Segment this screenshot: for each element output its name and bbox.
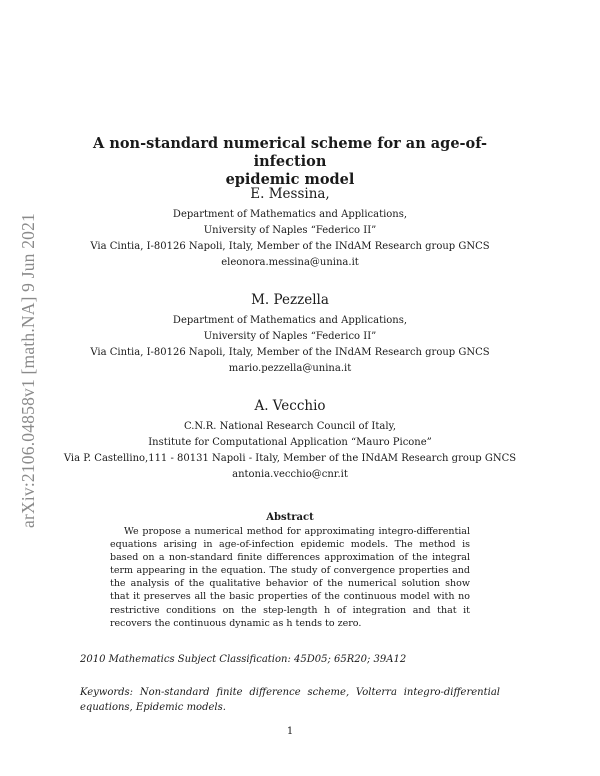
author-address: Via Cintia, I-80126 Napoli, Italy, Member of the INdAM Research group GNCS	[90, 241, 490, 252]
author-university: University of Naples “Federico II”	[203, 331, 377, 342]
author-university: University of Naples “Federico II”	[203, 225, 377, 236]
author-address: Via P. Castellino,111 - 80131 Napoli - Italy, Member of the INdAM Research group GNCS	[63, 453, 517, 464]
author-name: M. Pezzella	[251, 292, 329, 308]
author-department: C.N.R. National Research Council of Italy,	[183, 421, 397, 432]
author-block-3	[40, 397, 540, 483]
author-name: A. Vecchio	[254, 398, 326, 414]
author-department: Department of Mathematics and Applications,	[172, 209, 408, 220]
page-number: 1	[286, 726, 294, 737]
author-department: Department of Mathematics and Applications,	[172, 315, 408, 326]
title-line-2: epidemic model	[225, 171, 355, 188]
paper-title	[70, 135, 510, 189]
abstract-heading: Abstract	[266, 512, 314, 523]
author-name: E. Messina,	[250, 186, 330, 202]
title-line-1: A non-standard numerical scheme for an age-of-infection	[93, 135, 487, 170]
author-address: Via Cintia, I-80126 Napoli, Italy, Member of the INdAM Research group GNCS	[90, 347, 490, 358]
author-email: antonia.vecchio@cnr.it	[232, 469, 348, 480]
author-block-2	[40, 291, 540, 377]
author-email: eleonora.messina@unina.it	[221, 257, 359, 268]
author-university: Institute for Computational Application “Mauro Picone”	[148, 437, 432, 448]
keywords: Keywords: Non-standard finite difference scheme, Volterra integro-differential equations, Epidemic models.	[80, 687, 500, 713]
abstract-text: We propose a numerical method for approximating integro-differential equations arising in age-of-infection epidemic models. The method is based on a non-standard finite differences approximation of the integral term appearing in the equation. The study of convergence properties and the analysis of the qualitative behavior of the numerical solution show that it preserves all the basic properties of the continuous model with no restrictive conditions on the step-length h of integration and that it recovers the continuous dynamic as h tends to zero.	[110, 526, 470, 629]
arxiv-identifier: arXiv:2106.04858v1 [math.NA] 9 Jun 2021	[17, 212, 38, 528]
msc-classification: 2010 Mathematics Subject Classification: 45D05; 65R20; 39A12	[80, 654, 407, 665]
author-email: mario.pezzella@unina.it	[228, 363, 352, 374]
author-block-1	[40, 185, 540, 271]
